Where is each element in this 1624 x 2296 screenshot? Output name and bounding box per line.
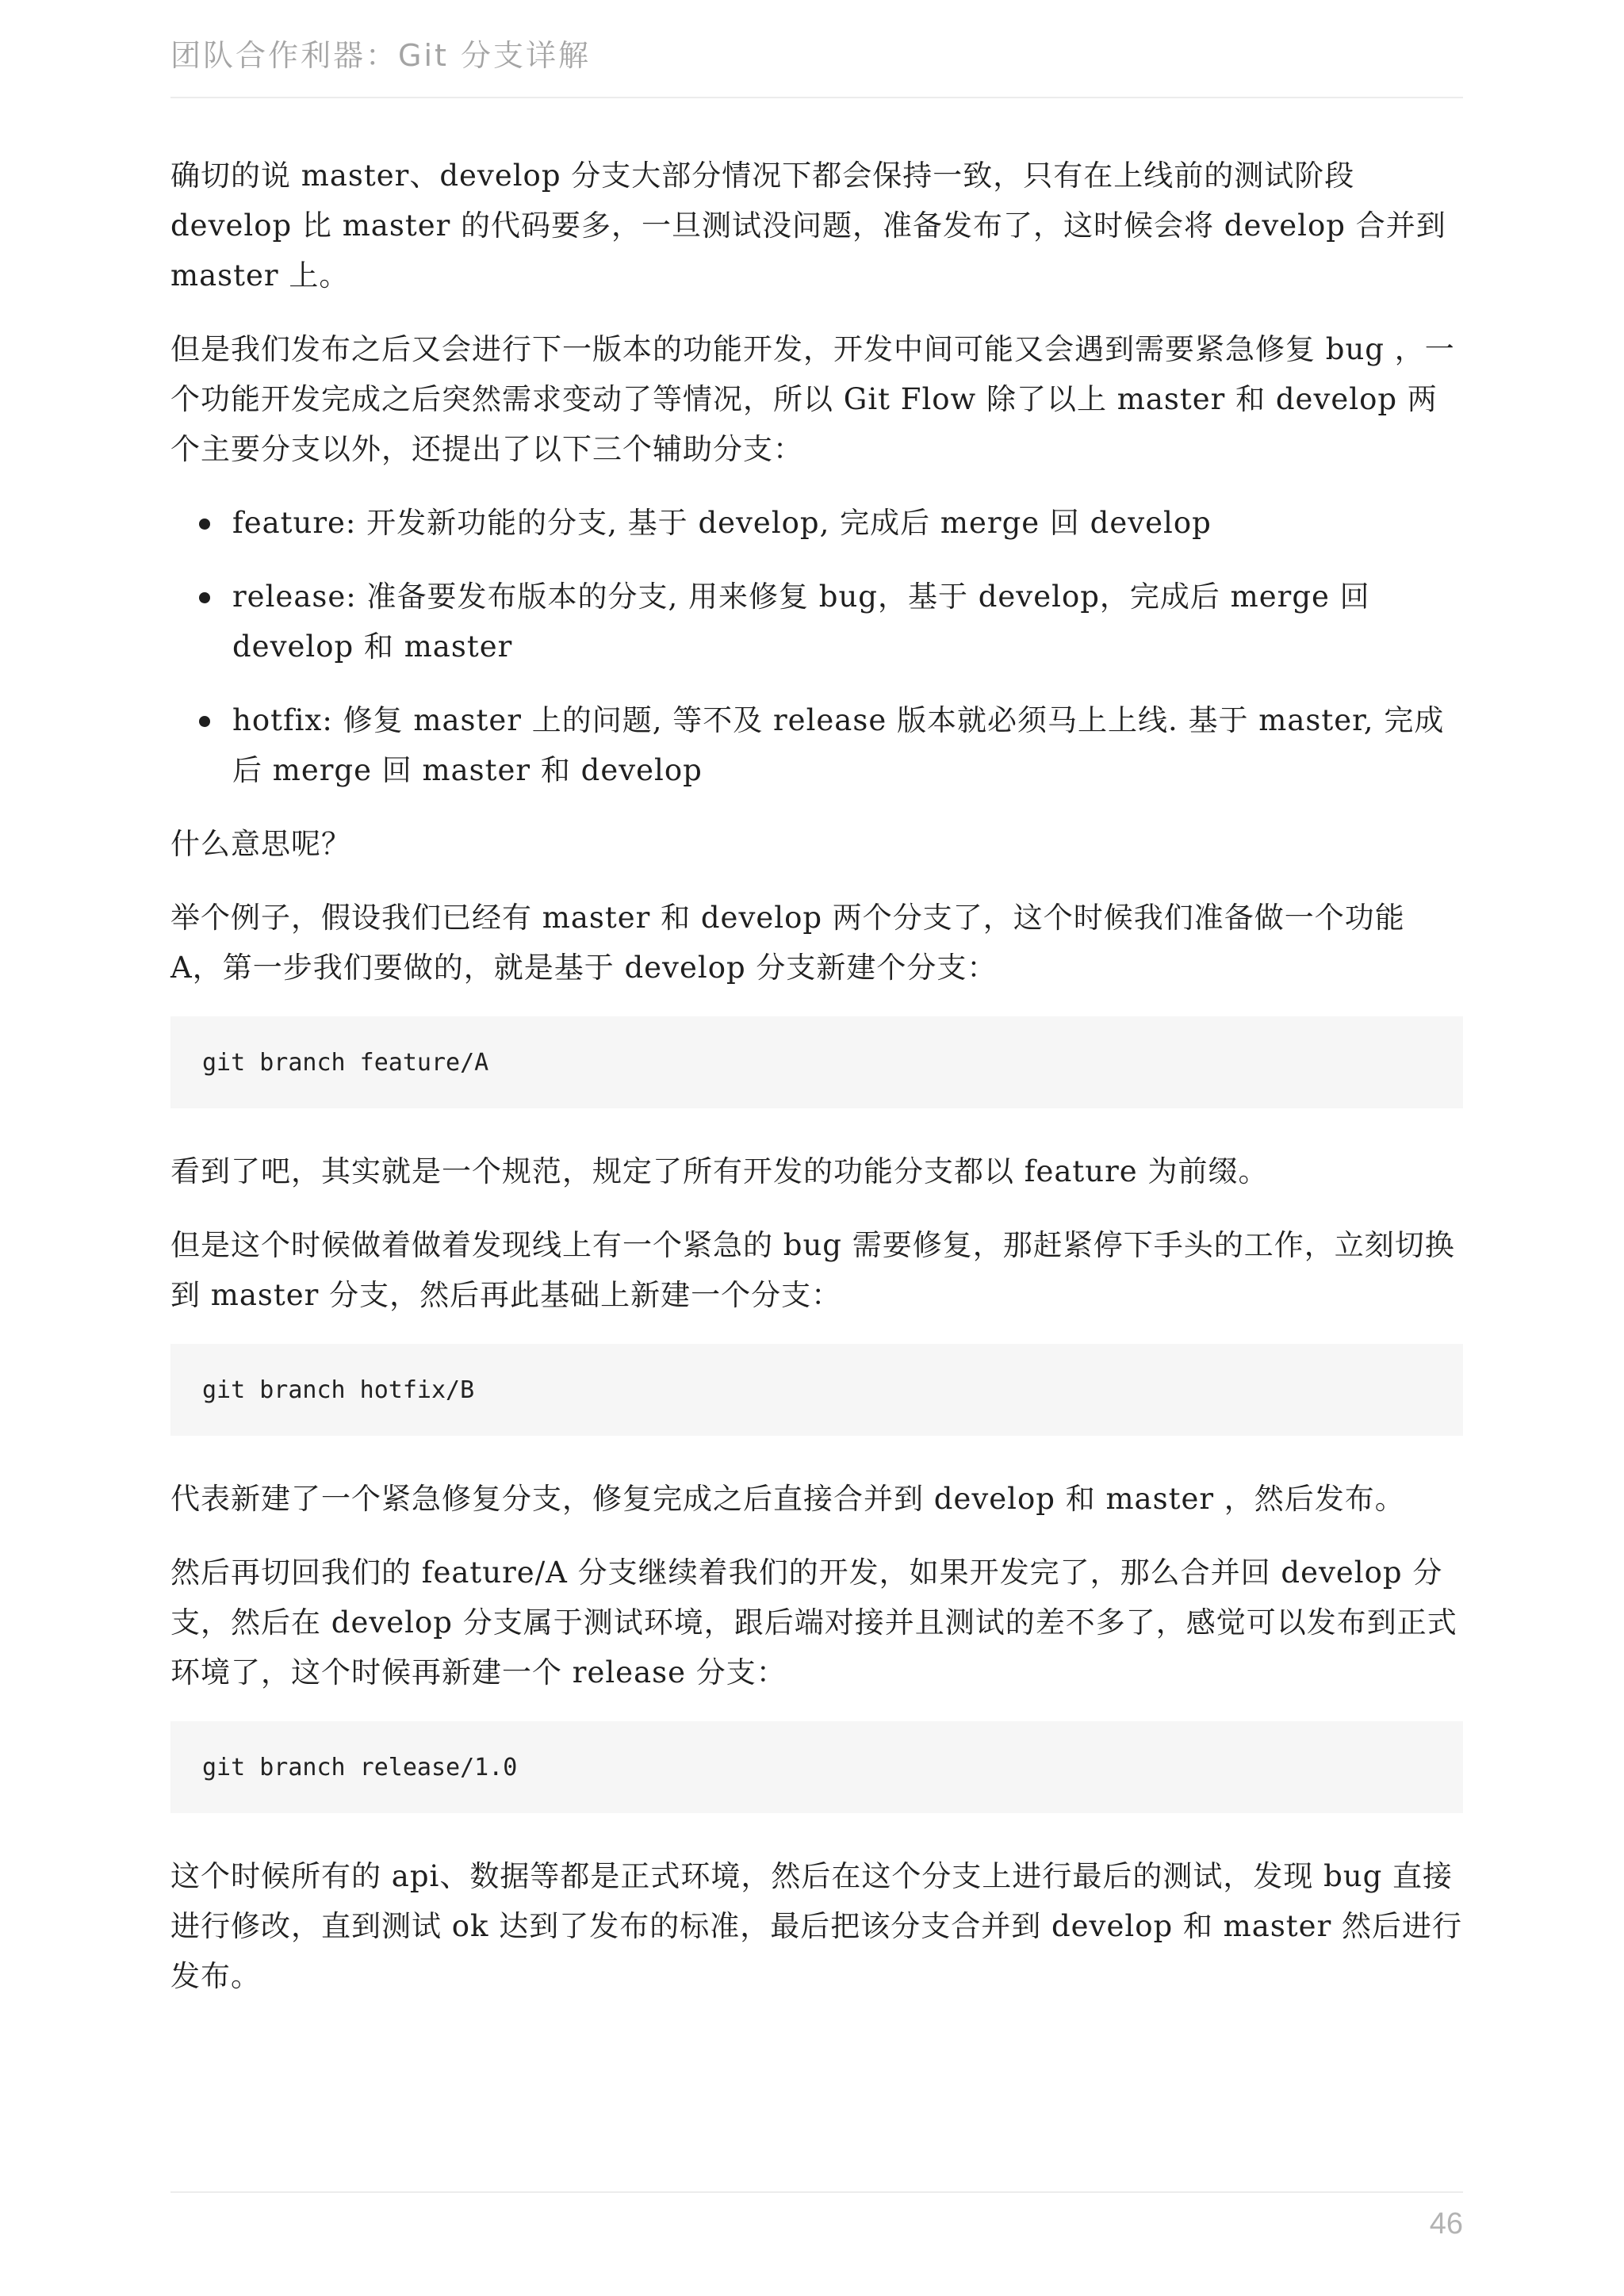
code-text: git branch feature/A — [202, 1048, 489, 1077]
list-item-hotfix — [232, 695, 1463, 795]
bullet-icon — [199, 716, 210, 727]
code-text: git branch release/1.0 — [202, 1753, 518, 1781]
page-content — [170, 151, 1463, 2025]
paragraph-6: 但是这个时候做着做着发现线上有一个紧急的 bug 需要修复，那赶紧停下手头的工作，立刻切换到 master 分支，然后再此基础上新建一个分支： — [170, 1228, 1455, 1312]
page-number: 46 — [1429, 2207, 1463, 2241]
paragraph-9: 这个时候所有的 api、数据等都是正式环境，然后在这个分支上进行最后的测试，发现 bug 直接进行修改，直到测试 ok 达到了发布的标准，最后把该分支合并到 develop 和 master 然后进行发布。 — [170, 1859, 1463, 1993]
code-text: git branch hotfix/B — [202, 1376, 475, 1404]
code-block-hotfix — [170, 1344, 1463, 1436]
list-item-release — [232, 572, 1463, 672]
paragraph-5: 看到了吧，其实就是一个规范，规定了所有开发的功能分支都以 feature 为前缀。 — [170, 1154, 1269, 1188]
list-item-text: hotfix: 修复 master 上的问题, 等不及 release 版本就必须马上上线. 基于 master, 完成后 merge 回 master 和 develop — [232, 703, 1445, 787]
paragraph-4: 举个例子，假设我们已经有 master 和 develop 两个分支了，这个时候我们准备做一个功能 A，第一步我们要做的，就是基于 develop 分支新建个分支： — [170, 901, 1405, 985]
document-page — [170, 0, 1463, 2296]
list-item-text: feature: 开发新功能的分支, 基于 develop, 完成后 merge 回 develop — [232, 506, 1212, 540]
paragraph-2: 但是我们发布之后又会进行下一版本的功能开发，开发中间可能又会遇到需要紧急修复 bug ，一个功能开发完成之后突然需求变动了等情况，所以 Git Flow 除了以上 master 和 develop 两个主要分支以外，还提出了以下三个辅助分支： — [170, 332, 1455, 466]
branch-list — [170, 498, 1463, 795]
bullet-icon — [199, 519, 210, 530]
code-block-release — [170, 1721, 1463, 1813]
list-item-text: release: 准备要发布版本的分支, 用来修复 bug，基于 develop，完成后 merge 回 develop 和 master — [232, 580, 1370, 664]
header-title: 团队合作利器：Git 分支详解 — [170, 38, 591, 73]
footer-divider — [170, 2191, 1463, 2193]
paragraph-7: 代表新建了一个紧急修复分支，修复完成之后直接合并到 develop 和 master ，然后发布。 — [170, 1482, 1405, 1516]
page-header — [170, 35, 1463, 98]
paragraph-3: 什么意思呢？ — [170, 827, 351, 861]
code-block-feature — [170, 1016, 1463, 1108]
list-item-feature — [232, 498, 1463, 548]
bullet-icon — [199, 592, 210, 603]
paragraph-1: 确切的说 master、develop 分支大部分情况下都会保持一致，只有在上线前的测试阶段 develop 比 master 的代码要多，一旦测试没问题，准备发布了，这时候会将 develop 合并到 master 上。 — [170, 159, 1446, 293]
paragraph-8: 然后再切回我们的 feature/A 分支继续着我们的开发，如果开发完了，那么合并回 develop 分支，然后在 develop 分支属于测试环境，跟后端对接并且测试的差不多了，感觉可以发布到正式环境了，这个时候再新建一个 release 分支： — [170, 1556, 1457, 1689]
